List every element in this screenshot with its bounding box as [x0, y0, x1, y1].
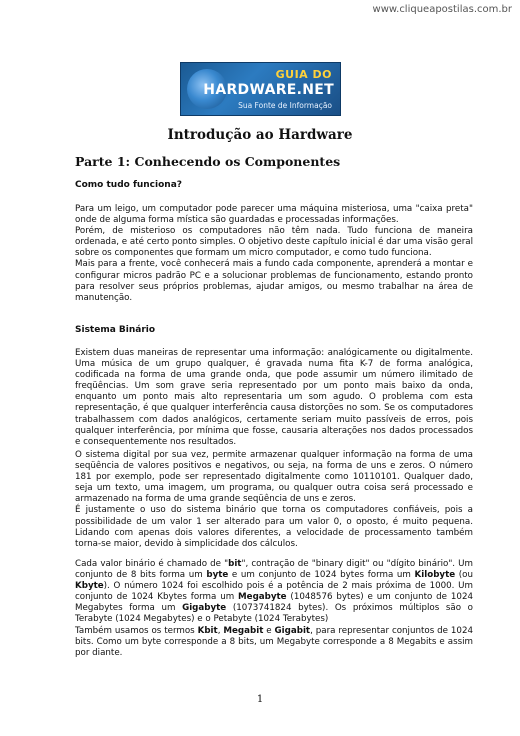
term-gigabyte: Gigabyte: [182, 603, 227, 614]
p3-text: (1073741824 bytes). Os próximos múltiplos são o Terabyte (1024 Megabytes) e o Petabyte (1024 Terabytes) Também usamos os termos: [75, 603, 473, 636]
watermark-url: www.cliqueapostilas.com.br: [372, 4, 512, 15]
p3-text: e: [263, 625, 275, 636]
section-heading-como-tudo-funciona: Como tudo funciona?: [75, 180, 182, 190]
document-title: Introdução ao Hardware: [167, 127, 353, 143]
logo-line-2: HARDWARE.NET: [203, 82, 334, 98]
term-megabit: Megabit: [223, 625, 264, 636]
logo-line-1: GUIA DO: [275, 68, 332, 81]
guia-do-hardware-logo: [180, 62, 341, 116]
section-heading-sistema-binario: Sistema Binário: [75, 325, 156, 335]
part-heading: Parte 1: Conhecendo os Componentes: [75, 154, 341, 169]
section2-paragraph-1: Existem duas maneiras de representar uma informação: analógicamente ou digitalmente. Uma música de um grupo qualquer, é gravada numa fita K-7 de forma analógica, codificada na forma de uma grande onda, que pode assumir um número ilimitado de freqüências. Um som grave seria representado por um ponto mais baixo da onda, enquanto um ponto mais alto representaria um som agudo. O problema com esta representação, é que qualquer interferência causa distorções no som. Se os computadores trabalhassem com dados analógicos, certamente seriam muito passíveis de erros, pois qualquer interferência, por mínima que fosse, causaria alterações nos dados processados e consequentemente nos resultados.: [75, 348, 473, 447]
term-gigabit: Gigabit: [274, 625, 311, 636]
term-kbit: Kbit: [197, 625, 218, 636]
p3-text: Cada valor binário é chamado de ": [75, 559, 229, 569]
p3-text: ,: [217, 625, 224, 636]
p3-text: ", contração de "binary digit" ou "dígito binário". Um conjunto de 8 bits forma um: [75, 559, 473, 581]
section2-paragraph-2: O sistema digital por sua vez, permite armazenar qualquer informação na forma de uma seqüência de valores positivos e negativos, ou seja, na forma de uns e zeros. O número 181 por exemplo, pode ser representado digitalmente como 10110101. Qualquer dado, seja um texto, uma imagem, um programa, ou qualquer outra coisa será processado e armazenado na forma de uma grande seqüência de uns e zeros. É justamente o uso do sistema binário que torna os computadores confiáveis, pois a possibilidade de um valor 1 ser alterado para um valor 0, o oposto, é muito pequena. Lidando com apenas dois valores diferentes, a velocidade de processamento também torna-se maior, devido à simplicidade dos cálculos.: [75, 450, 473, 549]
term-kilobyte: Kilobyte: [414, 570, 456, 581]
section2-paragraph-3: [75, 559, 473, 659]
term-megabyte: Megabyte: [238, 592, 287, 603]
p3-text: (1048576 bytes) e um conjunto de 1024 Megabytes forma um: [75, 592, 473, 614]
p3-text: , para representar conjuntos de 1024 bits. Como um byte corresponde a 8 bits, um Megabyte corresponde a 8 Megabits e assim por diante.: [75, 625, 474, 658]
p3-text: (ou: [455, 570, 473, 581]
page-number: 1: [256, 694, 264, 705]
section1-paragraph: Para um leigo, um computador pode parecer uma máquina misteriosa, uma "caixa preta" onde de alguma forma mística são guardadas e processadas informações. Porém, de misterioso os computadores não têm nada. Tudo funciona de maneira ordenada, e até certo ponto simples. O objetivo deste capítulo inicial é dar uma visão geral sobre os componentes que formam um micro computador, e como tudo funciona. Mais para a frente, você conhecerá mais a fundo cada componente, aprenderá a montar e configurar micros padrão PC e a solucionar problemas de funcionamento, estando pronto para resolver seus próprios problemas, ajudar amigos, ou mesmo trabalhar na área de manutenção.: [75, 204, 474, 303]
p3-text: e um conjunto de 1024 bytes forma um: [228, 570, 415, 581]
logo-tagline: Sua Fonte de Informação: [238, 101, 332, 110]
term-byte: byte: [206, 570, 229, 581]
term-bit: bit: [228, 559, 242, 569]
p3-text: ). O número 1024 foi escolhido pois é a potência de 2 mais próxima de 1000. Um conjunto de 1024 Kbytes forma um: [75, 581, 473, 603]
term-kbyte: Kbyte: [75, 581, 104, 592]
